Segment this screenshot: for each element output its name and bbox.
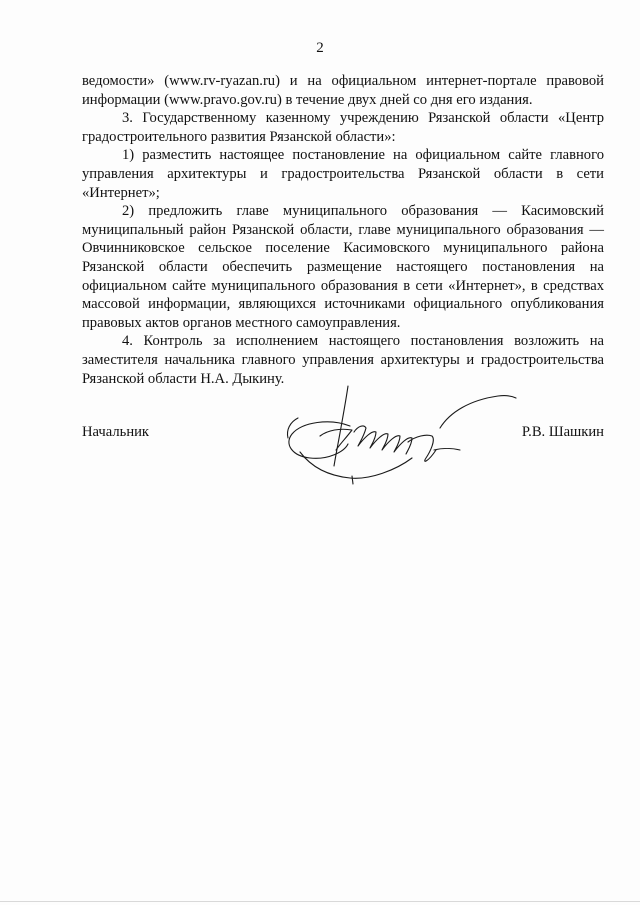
paragraph-item-3: 3. Государственному казенному учреждению Рязанской области «Центр градостроительного развития Рязанской области»: <box>82 110 604 145</box>
paragraph-item-4: 4. Контроль за исполнением настоящего постановления возложить на заместителя начальника главного управления архитектуры и градостроительства Рязанской области Н.А. Дыкину. <box>82 333 604 387</box>
paragraph-item-3-2: 2) предложить главе муниципального образования — Касимовский муниципальный район Рязанской области, главе муниципального образования — Овчинниковское сельское поселение Касимовского муниципального района Рязанской области обеспечить размещение настоящего постановления на официальном сайте муниципального образования в сети «Интернет», в средствах массовой информации, являющихся источниками официального опубликования правовых актов органов местного самоуправления. <box>82 203 604 331</box>
paragraph-continuation: ведомости» (www.rv-ryazan.ru) и на официальном интернет-портале правовой информации (www.pravo.gov.ru) в течение двух дней со дня его издания. <box>82 73 604 108</box>
signatory-title: Начальник <box>82 424 150 440</box>
scan-bottom-edge <box>0 901 640 902</box>
paragraph-item-3-1: 1) разместить настоящее постановление на официальном сайте главного управления архитектуры и градостроительства Рязанской области в сети «Интернет»; <box>82 147 604 201</box>
signatory-name: Р.В. Шашкин <box>521 424 604 440</box>
page-number: 2 <box>316 40 324 56</box>
signature-block <box>82 424 604 454</box>
document-body <box>82 72 604 388</box>
